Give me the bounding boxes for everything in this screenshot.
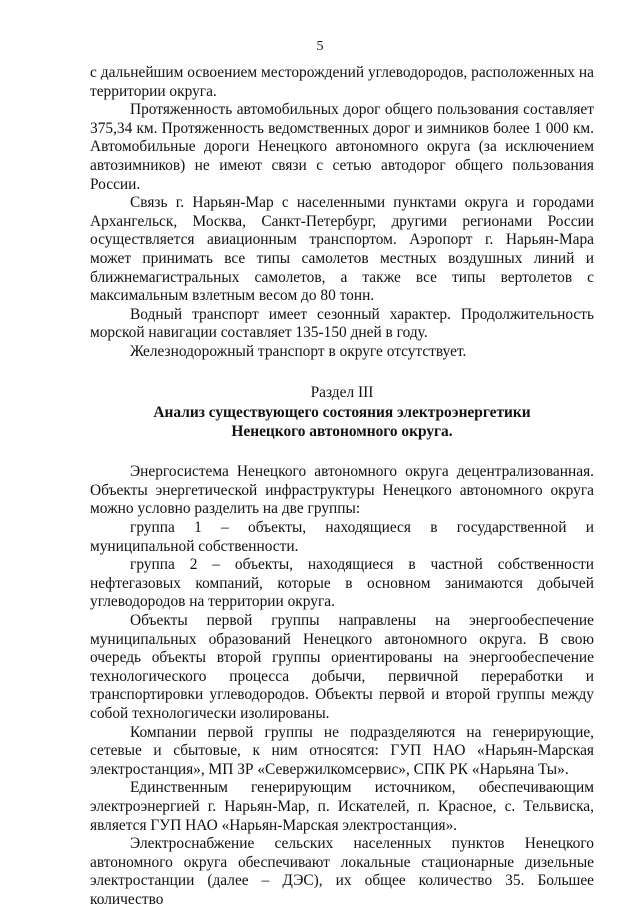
- section-heading: [90, 384, 594, 442]
- paragraph-water-transport: Водный транспорт имеет сезонный характер. Продолжительность морской навигации составляет 135-150 дней в году.: [90, 305, 594, 342]
- paragraph-rail-transport: Железнодорожный транспорт в округе отсутствует.: [130, 342, 467, 360]
- section-title-line-2: Ненецкого автономного округа.: [231, 422, 453, 440]
- paragraph-group-2: группа 2 – объекты, находящиеся в частной собственности нефтегазовых компаний, которые в основном занимаются добычей углеводородов на территории округа.: [90, 556, 594, 611]
- paragraph-group-1-companies: Компании первой группы не подразделяются на генерирующие, сетевые и сбытовые, к ним относятся: ГУП НАО «Нарьян-Марская электростанция», МП ЗР «Севержилкомсервис», СПК РК «Нарьяна Ты».: [90, 723, 594, 778]
- paragraph-continuation: с дальнейшим освоением месторождений углеводородов, расположенных на территории округа.: [90, 64, 594, 100]
- paragraph-energy-system: Энергосистема Ненецкого автономного округа децентрализованная. Объекты энергетической инфраструктуры Ненецкого автономного округа можно условно разделить на две группы:: [90, 463, 594, 518]
- document-body: [90, 64, 594, 910]
- paragraph-group-purposes: Объекты первой группы направлены на энергообеспечение муниципальных образований Ненецкого автономного округа. В свою очередь объекты второй группы ориентированы на энергообеспечение технологического процесса добычи, первичной переработки и транспортировки углеводородов. Объекты первой и второй группы между собой технологически изолированы.: [90, 612, 594, 722]
- section-title-line-1: Анализ существующего состояния электроэнергетики: [153, 404, 531, 422]
- section-number: Раздел III: [310, 383, 374, 401]
- paragraph-group-1: группа 1 – объекты, находящиеся в государственной и муниципальной собственности.: [90, 519, 594, 555]
- section-spacer: [90, 441, 594, 463]
- page-number: 5: [316, 39, 324, 54]
- paragraph-roads: Протяженность автомобильных дорог общего пользования составляет 375,34 км. Протяженность ведомственных дорог и зимников более 1 000 км. Автомобильные дороги Ненецкого автономного округа (за исключением автозимников) не имеют связи с сетью автодорог общего пользования России.: [90, 101, 594, 193]
- paragraph-generating-source: Единственным генерирующим источником, обеспечивающим электроэнергией г. Нарьян-Мар, п. Искателей, п. Красное, с. Тельвиска, является ГУП НАО «Нарьян-Марская электростанция».: [90, 779, 594, 834]
- paragraph-air-transport: Связь г. Нарьян-Мар с населенными пунктами округа и городами Архангельск, Москва, Санкт-Петербург, другими регионами России осуществляется авиационным транспортом. Аэропорт г. Нарьян-Мара может принимать все типы самолетов местных воздушных линий и ближнемагистральных самолетов, а также все типы вертолетов с максимальным взлетным весом до 80 тонн.: [90, 194, 594, 305]
- paragraph-rural-supply: Электроснабжение сельских населенных пунктов Ненецкого автономного округа обеспечивают локальные стационарные дизельные электростанции (далее – ДЭС), их общее количество 35. Большее количество: [90, 835, 594, 908]
